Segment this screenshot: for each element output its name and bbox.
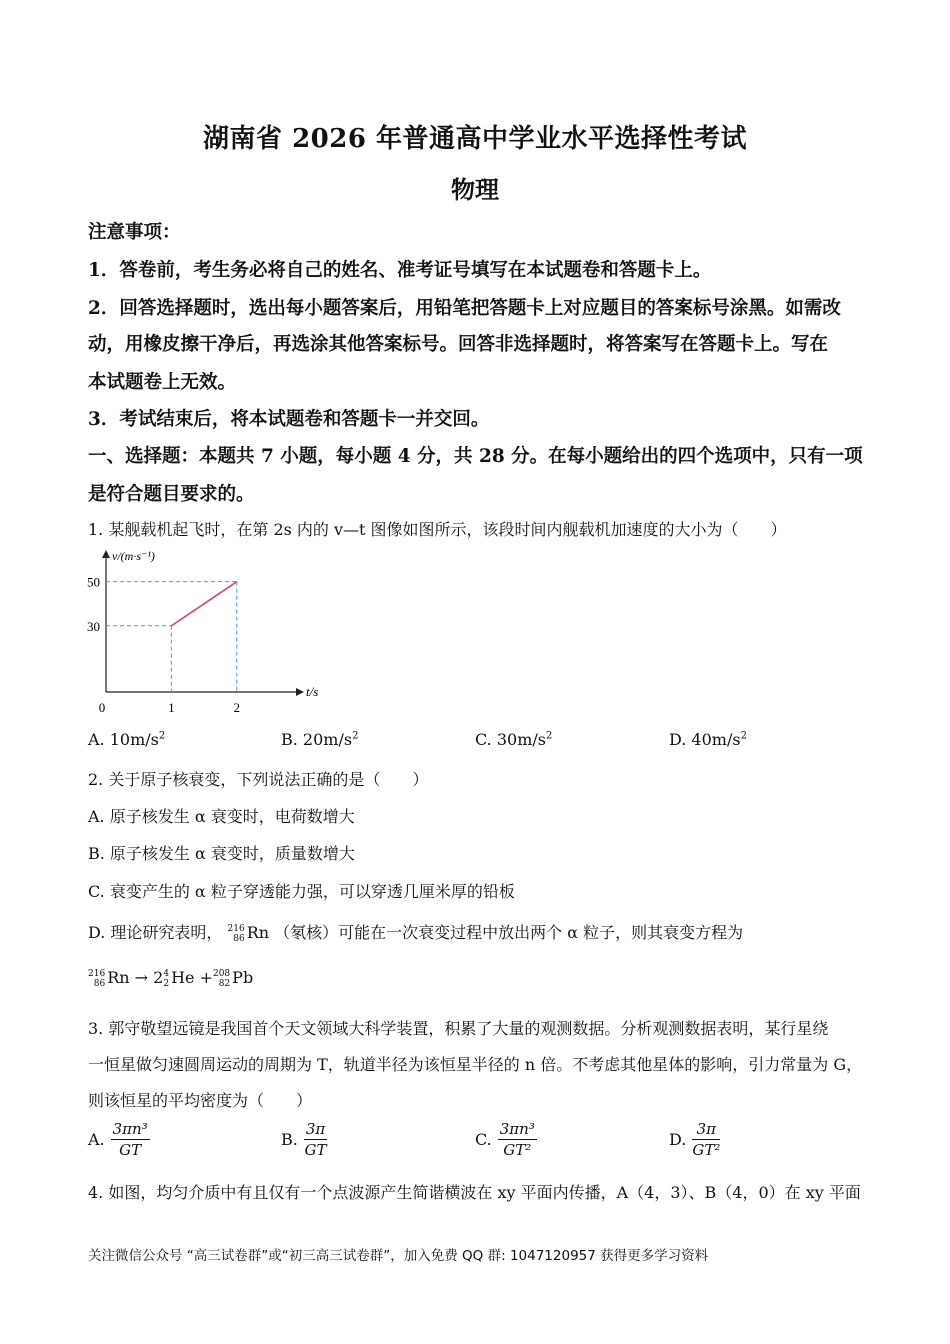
q3-option-b[interactable]: B. $\frac{3\pi}{GT}$ [281, 1120, 327, 1159]
notes-heading: 注意事项： [88, 222, 181, 243]
x-tick-label-1: 2 [233, 700, 241, 715]
q2-option-a[interactable]: A. 原子核发生 α 衰变时，电荷数增大 [88, 807, 355, 826]
q1-option-c[interactable]: C. $30m/s^2$ [475, 730, 553, 749]
q2-option-c[interactable]: C. 衰变产生的 α 粒子穿透能力强，可以穿透几厘米厚的铅板 [88, 882, 515, 901]
q4-line-1: 4. 如图，均匀介质中有且仅有一个点波源产生简谐横波在 xy 平面内传播，A（4，3）、B（4，0）在 xy 平面 [88, 1183, 861, 1202]
q3-line-1: 3. 郭守敬望远镜是我国首个天文领域大科学装置，积累了大量的观测数据。分析观测数据表明，某行星绕 [88, 1019, 829, 1038]
plus-symbol: + [199, 968, 213, 987]
pb-nuclide: 208 82 Pb [212, 968, 254, 989]
page-footer: 关注微信公众号 “高三试卷群”或“初三高三试卷群”，加入免费 QQ 群: 1047120957 获得更多学习资料 [88, 1248, 709, 1264]
q2-stem: 2. 关于原子核衰变，下列说法正确的是（ ） [88, 770, 429, 789]
q1-stem: 1. 某舰载机起飞时，在第 2s 内的 v—t 图像如图所示，该段时间内舰载机加速度的大小为（ ） [88, 520, 787, 539]
y-tick-label-0: 30 [87, 618, 100, 634]
q3-option-a[interactable]: A. $\frac{\text{3πn³}}{GT}$ [88, 1120, 148, 1159]
y-tick-label-1: 50 [87, 574, 100, 590]
notes-item-3: 3．考试结束后，将本试题卷和答题卡一并交回。 [88, 409, 490, 430]
notes-item-2-line-2: 动，用橡皮擦干净后，再选涂其他答案标号。回答非选择题时，将答案写在答题卡上。写在 [88, 334, 829, 355]
vt-chart [80, 548, 320, 718]
q2-option-d[interactable]: D. 理论研究表明， 216 86 Rn （氡核）可能在一次衰变过程中放出两个 α 粒子，则其衰变方程为 [88, 923, 744, 944]
series-line [171, 582, 236, 626]
q2-decay-equation: 216 86 Rn → 2 4 2 He + 208 82 Pb [88, 968, 254, 989]
q3-options [88, 1120, 868, 1172]
rn-nuclide: 216 86 Rn [227, 923, 270, 944]
notes-item-2-line-3: 本试题卷上无效。 [88, 372, 237, 393]
notes-item-1: 1．答卷前，考生务必将自己的姓名、准考证号填写在本试题卷和答题卡上。 [88, 260, 712, 281]
q3-line-2: 一恒星做匀速圆周运动的周期为 T，轨道半径为该恒星半径的 n 倍。不考虑其他星体的影响，引力常量为 G， [88, 1055, 863, 1074]
q3-option-d[interactable]: D. $\frac{3\pi}{\text{GT²}}$ [669, 1120, 721, 1159]
he-nuclide: 4 2 He [163, 968, 195, 989]
section-1-line-1: 一、选择题：本题共 7 小题，每小题 4 分，共 28 分。在每小题给出的四个选项中，只有一项 [88, 446, 863, 467]
q3-line-3: 则该恒星的平均密度为（ ） [88, 1091, 313, 1110]
q2-option-b[interactable]: B. 原子核发生 α 衰变时，质量数增大 [88, 844, 355, 863]
q3-option-c[interactable]: C. $\frac{\text{3πn³}}{\text{GT²}}$ [475, 1120, 535, 1159]
section-1-line-2: 是符合题目要求的。 [88, 484, 255, 505]
exam-title: 湖南省 2026 年普通高中学业水平选择性考试 [203, 124, 747, 154]
arrow-symbol: → [134, 968, 149, 987]
notes-item-2-line-1: 2．回答选择题时，选出每小题答案后，用铅笔把答题卡上对应题目的答案标号涂黑。如需改 [88, 298, 841, 319]
y-axis-arrow [102, 550, 110, 558]
y-axis-label: v/(m·s⁻¹) [112, 549, 155, 563]
q1-option-d[interactable]: D. $40m/s^2$ [669, 730, 747, 749]
x-tick-label-0: 1 [168, 700, 175, 715]
x-axis-label: t/s [306, 684, 319, 699]
x-axis-arrow [296, 688, 304, 696]
rn-nuclide-eq: 216 86 Rn [88, 968, 130, 989]
subject-title: 物理 [451, 175, 499, 204]
q1-option-b[interactable]: B. $20m/s^2$ [281, 730, 359, 749]
q1-option-a[interactable]: A. $10m/s^2$ [88, 730, 166, 749]
origin-label: 0 [98, 700, 106, 715]
